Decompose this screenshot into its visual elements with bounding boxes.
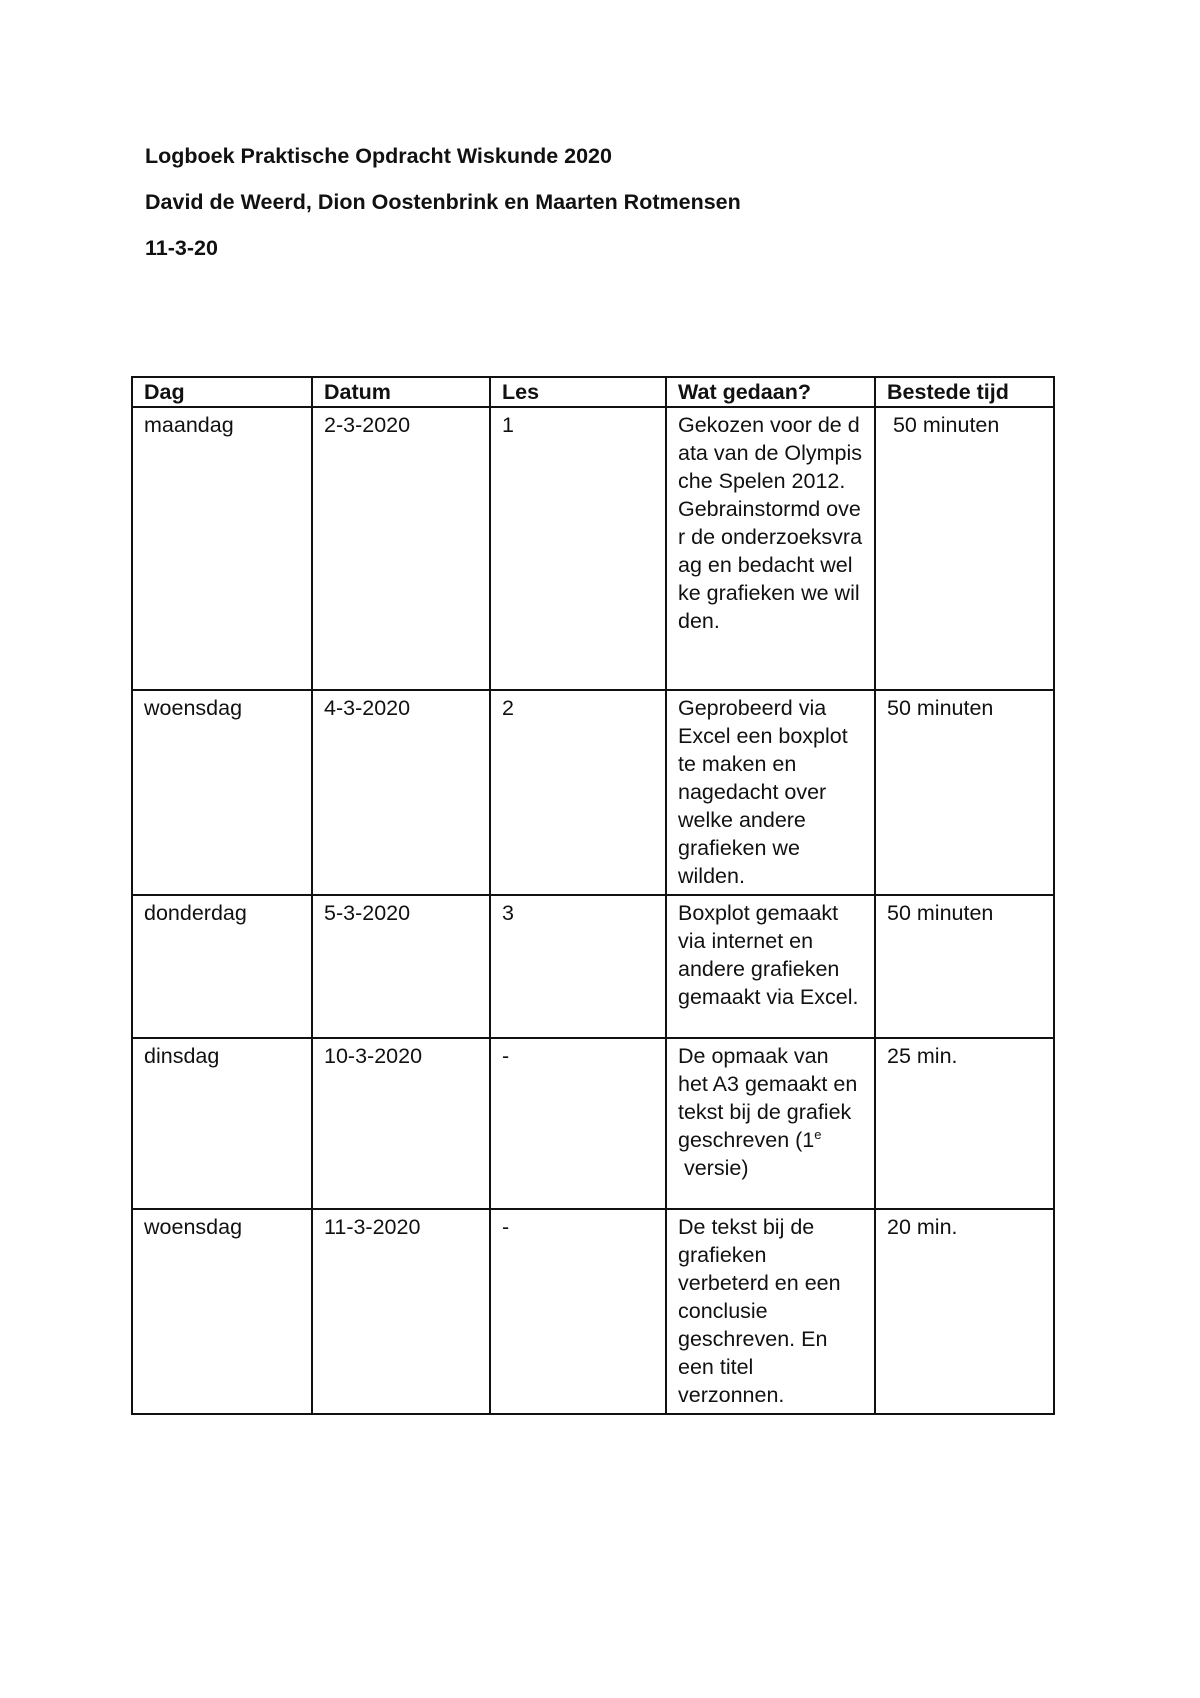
column-header-les: Les bbox=[490, 377, 666, 407]
table-row bbox=[132, 1038, 1054, 1209]
cell-les: 1 bbox=[490, 407, 666, 690]
column-header-dag: Dag bbox=[132, 377, 312, 407]
table-row bbox=[132, 407, 1054, 690]
cell-wat-gedaan bbox=[666, 1038, 875, 1209]
cell-wat-gedaan-main: De opmaak van het A3 gemaakt en tekst bij de grafiek geschreven bbox=[678, 1044, 858, 1152]
document-header bbox=[145, 143, 1065, 281]
column-header-wat-gedaan: Wat gedaan? bbox=[666, 377, 875, 407]
cell-dag: woensdag bbox=[132, 1209, 312, 1414]
table-row bbox=[132, 1209, 1054, 1414]
cell-dag: donderdag bbox=[132, 895, 312, 1038]
cell-wat-gedaan-version-close: versie) bbox=[678, 1156, 749, 1180]
document-date: 11-3-20 bbox=[145, 236, 218, 260]
cell-wat-gedaan: Geprobeerd via Excel een boxplot te maken en nagedacht over welke andere grafieken we wilden. bbox=[666, 690, 875, 895]
cell-dag: dinsdag bbox=[132, 1038, 312, 1209]
table-header-row bbox=[132, 377, 1054, 407]
cell-bestede-tijd: 25 min. bbox=[875, 1038, 1054, 1209]
cell-datum: 10-3-2020 bbox=[312, 1038, 490, 1209]
cell-dag: woensdag bbox=[132, 690, 312, 895]
cell-bestede-tijd: 50 minuten bbox=[875, 895, 1054, 1038]
document-title: Logboek Praktische Opdracht Wiskunde 2020 bbox=[145, 144, 612, 168]
logbook-table bbox=[131, 376, 1055, 1415]
cell-les: 2 bbox=[490, 690, 666, 895]
cell-les: 3 bbox=[490, 895, 666, 1038]
column-header-datum: Datum bbox=[312, 377, 490, 407]
cell-bestede-tijd: 20 min. bbox=[875, 1209, 1054, 1414]
cell-datum: 2-3-2020 bbox=[312, 407, 490, 690]
column-header-bestede-tijd: Bestede tijd bbox=[875, 377, 1054, 407]
cell-bestede-tijd: 50 minuten bbox=[875, 407, 1054, 690]
table-row bbox=[132, 690, 1054, 895]
cell-les: - bbox=[490, 1209, 666, 1414]
cell-wat-gedaan: De tekst bij de grafieken verbeterd en een conclusie geschreven. En een titel verzonnen. bbox=[666, 1209, 875, 1414]
table-row bbox=[132, 895, 1054, 1038]
cell-datum: 4-3-2020 bbox=[312, 690, 490, 895]
cell-bestede-tijd: 50 minuten bbox=[875, 690, 1054, 895]
cell-wat-gedaan-version-open: (1 bbox=[795, 1128, 815, 1152]
cell-datum: 11-3-2020 bbox=[312, 1209, 490, 1414]
cell-wat-gedaan: Gekozen voor de data van de Olympische Spelen 2012. Gebrainstormd over de onderzoeksvraag en bedacht welke grafieken we wilden. bbox=[666, 407, 875, 690]
cell-datum: 5-3-2020 bbox=[312, 895, 490, 1038]
document-authors: David de Weerd, Dion Oostenbrink en Maarten Rotmensen bbox=[145, 190, 741, 214]
cell-wat-gedaan-version-sup: e bbox=[814, 1127, 822, 1142]
cell-wat-gedaan: Boxplot gemaakt via internet en andere grafieken gemaakt via Excel. bbox=[666, 895, 875, 1038]
cell-dag: maandag bbox=[132, 407, 312, 690]
cell-les: - bbox=[490, 1038, 666, 1209]
